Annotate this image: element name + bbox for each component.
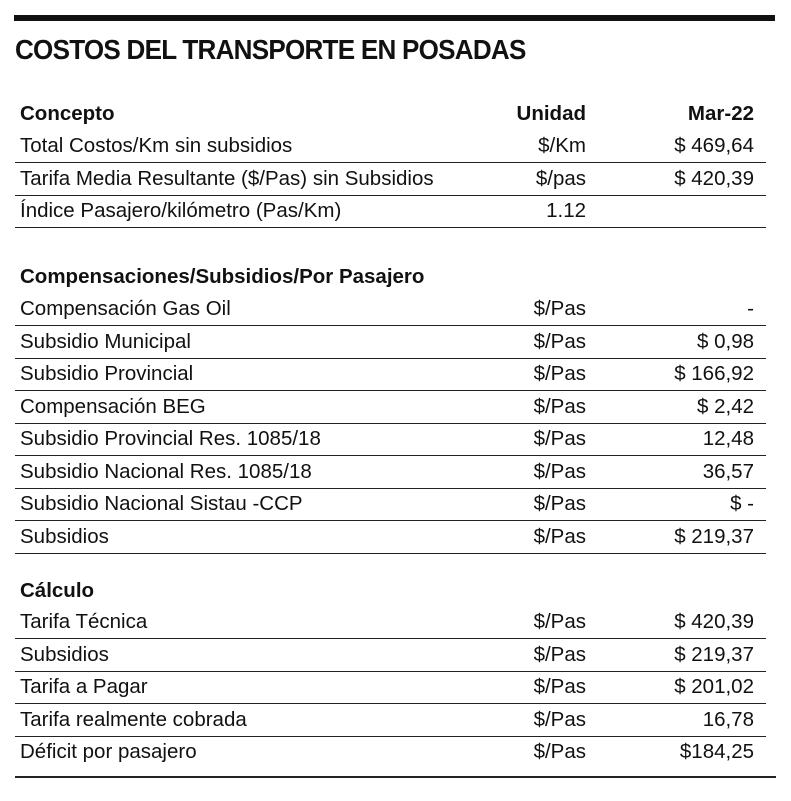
row-unidad: $/Pas <box>533 460 586 483</box>
header-concepto: Concepto <box>20 102 115 125</box>
table-row <box>15 391 766 424</box>
row-concepto: Subsidios <box>20 643 109 666</box>
table-row <box>15 521 766 554</box>
row-concepto: Compensación BEG <box>20 395 206 418</box>
row-unidad: $/Pas <box>533 643 586 666</box>
row-valor: - <box>747 297 754 320</box>
row-concepto: Subsidio Provincial Res. 1085/18 <box>20 427 321 450</box>
row-unidad: $/Pas <box>533 330 586 353</box>
row-unidad: 1.12 <box>546 199 586 222</box>
row-concepto: Subsidios <box>20 525 109 548</box>
table-row <box>15 606 766 639</box>
row-concepto: Tarifa Técnica <box>20 610 148 633</box>
header-periodo: Mar-22 <box>687 102 754 125</box>
table-row <box>15 423 766 456</box>
row-valor: $ 0,98 <box>697 330 754 353</box>
table-row <box>15 736 766 768</box>
row-valor: $ 2,42 <box>697 395 754 418</box>
section-title-calculo: Cálculo <box>20 579 95 602</box>
top-rule <box>14 15 775 21</box>
row-concepto: Tarifa realmente cobrada <box>20 708 247 731</box>
row-unidad: $/Pas <box>533 610 586 633</box>
row-unidad: $/pas <box>535 167 586 190</box>
row-unidad: $/Pas <box>533 525 586 548</box>
row-valor: $184,25 <box>679 740 754 763</box>
row-valor: $ 420,39 <box>674 167 754 190</box>
row-valor: $ 219,37 <box>674 525 754 548</box>
row-valor: 36,57 <box>702 460 754 483</box>
row-valor: $ 219,37 <box>674 643 754 666</box>
table-row <box>15 704 766 737</box>
section-title <box>15 575 766 607</box>
header-unidad: Unidad <box>516 102 586 125</box>
row-valor: $ 166,92 <box>674 362 754 385</box>
section-title <box>15 261 766 293</box>
row-concepto: Índice Pasajero/kilómetro (Pas/Km) <box>20 199 342 222</box>
table-row <box>15 163 766 196</box>
row-concepto: Subsidio Nacional Res. 1085/18 <box>20 460 312 483</box>
table-row <box>15 358 766 391</box>
row-valor: 16,78 <box>702 708 754 731</box>
row-concepto: Subsidio Provincial <box>20 362 194 385</box>
row-concepto: Tarifa Media Resultante ($/Pas) sin Subsidios <box>20 167 434 190</box>
row-concepto: Subsidio Nacional Sistau -CCP <box>20 492 303 515</box>
row-unidad: $/Pas <box>533 362 586 385</box>
row-concepto: Total Costos/Km sin subsidios <box>20 134 293 157</box>
page-title: COSTOS DEL TRANSPORTE EN POSADAS <box>15 34 526 65</box>
row-unidad: $/Pas <box>533 395 586 418</box>
row-unidad: $/Pas <box>533 740 586 763</box>
table-row <box>15 195 766 228</box>
section-title-compensaciones: Compensaciones/Subsidios/Por Pasajero <box>20 265 425 288</box>
row-concepto: Tarifa a Pagar <box>20 675 148 698</box>
row-concepto: Subsidio Municipal <box>20 330 191 353</box>
row-unidad: $/Km <box>538 134 586 157</box>
row-unidad: $/Pas <box>533 427 586 450</box>
row-unidad: $/Pas <box>533 297 586 320</box>
table-header <box>15 98 766 130</box>
table-row <box>15 326 766 359</box>
row-valor: $ 420,39 <box>674 610 754 633</box>
table-row <box>15 671 766 704</box>
row-concepto: Déficit por pasajero <box>20 740 197 763</box>
table-row <box>15 488 766 521</box>
row-valor: $ 201,02 <box>674 675 754 698</box>
row-concepto: Compensación Gas Oil <box>20 297 231 320</box>
bottom-rule <box>15 776 776 778</box>
row-valor: $ - <box>730 492 754 515</box>
table-row <box>15 639 766 672</box>
table-row <box>15 456 766 489</box>
row-valor: $ 469,64 <box>674 134 754 157</box>
row-unidad: $/Pas <box>533 492 586 515</box>
table-row <box>15 293 766 326</box>
row-unidad: $/Pas <box>533 675 586 698</box>
row-unidad: $/Pas <box>533 708 586 731</box>
table-row <box>15 130 766 163</box>
row-valor: 12,48 <box>702 427 754 450</box>
